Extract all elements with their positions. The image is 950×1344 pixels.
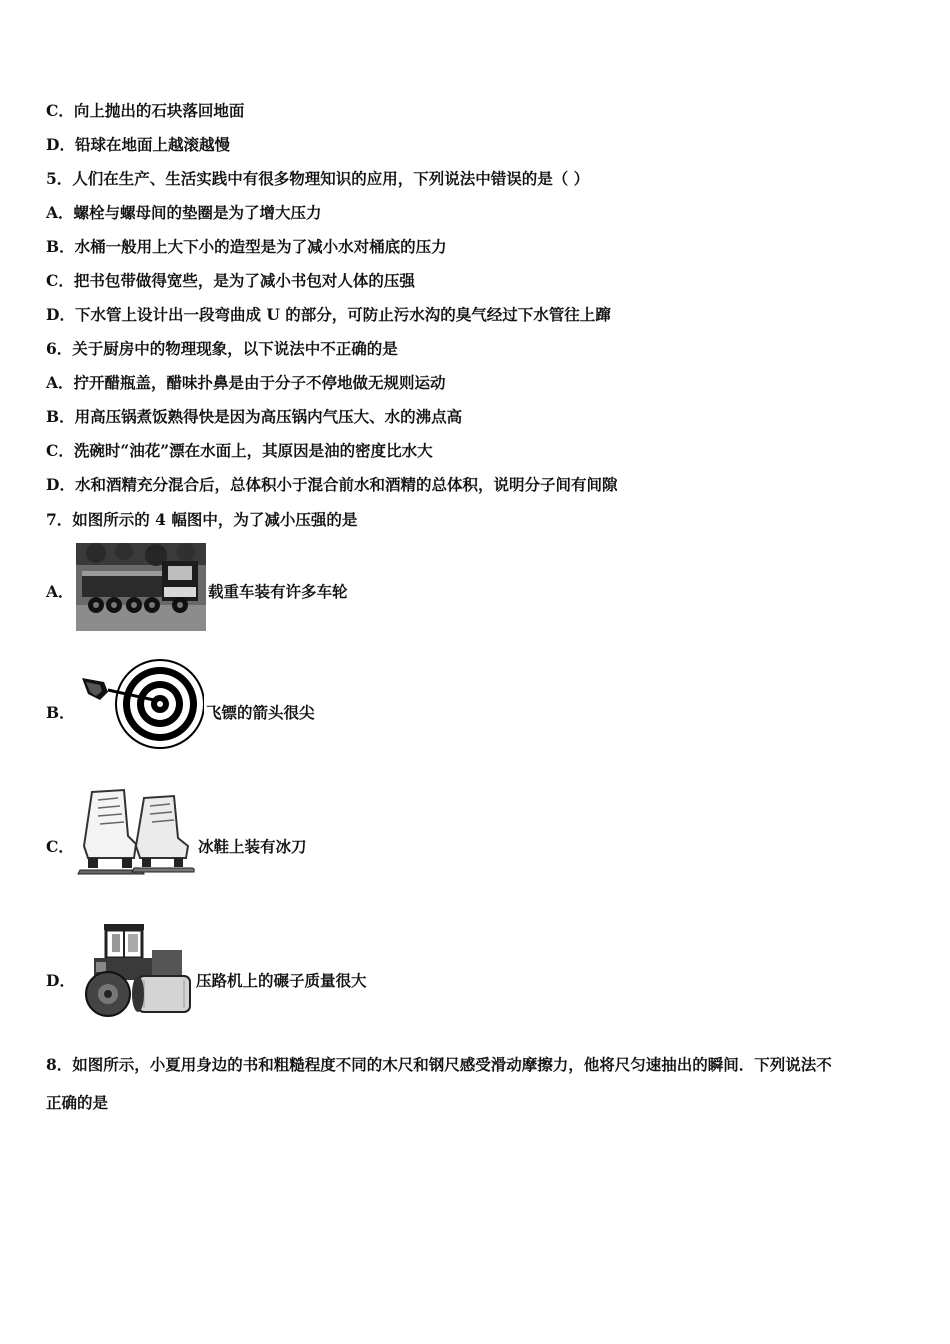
- q6-option-d: D．水和酒精充分混合后，总体积小于混合前水和酒精的总体积，说明分子间有间隙: [46, 475, 618, 494]
- q8-stem-line2: 正确的是: [46, 1093, 109, 1112]
- q7-option-b-text: 飞镖的箭头很尖: [206, 703, 315, 722]
- q5-stem: 5．人们在生产、生活实践中有很多物理知识的应用，下列说法中错误的是（ ）: [46, 169, 590, 188]
- q7-option-a-text: 载重车装有许多车轮: [208, 582, 348, 601]
- q6-option-c: C．洗碗时“油花”漂在水面上，其原因是油的密度比水大: [46, 441, 433, 460]
- q7-option-d-text: 压路机上的碾子质量很大: [196, 971, 367, 990]
- q7-option-c-text: 冰鞋上装有冰刀: [198, 837, 307, 856]
- q6-option-a: A．拧开醋瓶盖，醋味扑鼻是由于分子不停地做无规则运动: [46, 373, 446, 392]
- truck-icon: [76, 543, 206, 631]
- q7-option-b-letter: B．: [46, 703, 75, 722]
- q6-stem: 6．关于厨房中的物理现象，以下说法中不正确的是: [46, 339, 398, 358]
- q5-option-a: A．螺栓与螺母间的垫圈是为了增大压力: [46, 203, 322, 222]
- q6-option-b: B．用高压锅煮饭熟得快是因为高压锅内气压大、水的沸点高: [46, 407, 463, 426]
- dart-icon: [78, 656, 204, 752]
- q5-option-c: C．把书包带做得宽些，是为了减小书包对人体的压强: [46, 271, 415, 290]
- q7-option-c-letter: C．: [46, 837, 74, 856]
- q7-option-a-letter: A．: [46, 582, 74, 601]
- q7-stem: 7．如图所示的 4 幅图中，为了减小压强的是: [46, 510, 358, 529]
- q4-option-c: C．向上抛出的石块落回地面: [46, 101, 245, 120]
- q5-option-d: D．下水管上设计出一段弯曲成 U 的部分，可防止污水沟的臭气经过下水管往上蹿: [46, 305, 611, 324]
- q7-option-d-letter: D．: [46, 971, 75, 990]
- skate-icon: [74, 786, 196, 886]
- q4-option-d: D．铅球在地面上越滚越慢: [46, 135, 230, 154]
- roller-icon: [82, 920, 196, 1020]
- q8-stem-line1: 8．如图所示，小夏用身边的书和粗糙程度不同的木尺和钢尺感受滑动摩擦力，他将尺匀速抽出的瞬间．下列说法不: [46, 1055, 832, 1074]
- q5-option-b: B．水桶一般用上大下小的造型是为了减小水对桶底的压力: [46, 237, 447, 256]
